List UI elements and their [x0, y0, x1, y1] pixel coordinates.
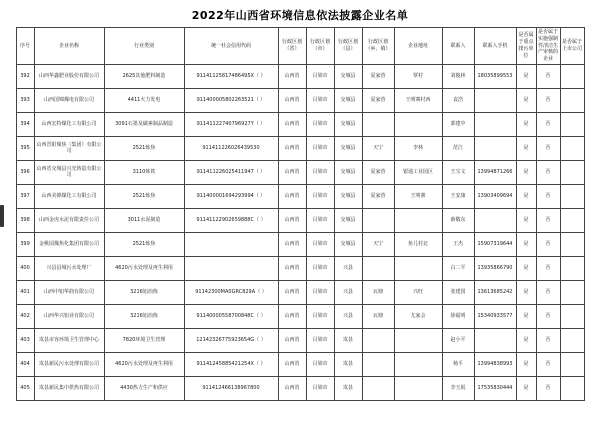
cell-industry: 3011水泥制造: [104, 208, 184, 232]
cell-name: 山西华鑫肥业股份有限公司: [34, 64, 104, 88]
cell-contact: 刘俊林: [442, 64, 474, 88]
cell-keypoll: 是: [516, 64, 536, 88]
cell-province: 山西省: [278, 352, 306, 376]
table-row: [16, 160, 584, 184]
cell-phone: 15340933577: [474, 304, 516, 328]
cell-county: 岚县: [334, 376, 362, 400]
cell-industry: 4411火力发电: [104, 88, 184, 112]
table-row: [16, 184, 584, 208]
cell-county: 交城县: [334, 64, 362, 88]
table-row: [16, 208, 584, 232]
cell-code: 91141125817486495X（ ）: [184, 64, 278, 88]
cell-code: 91140000558700848C（ ）: [184, 304, 278, 328]
cell-phone: [474, 136, 516, 160]
cell-code: 91141245885421254X（ ）: [184, 352, 278, 376]
table-row: [16, 232, 584, 256]
cell-county: 兴县: [334, 256, 362, 280]
cell-county: 交城县: [334, 208, 362, 232]
cell-code: 91141122902659888C（ ）: [184, 208, 278, 232]
cell-name: 兴县县城污水处理厂: [34, 256, 104, 280]
cell-province: 山西省: [278, 280, 306, 304]
cell-city: 吕梁市: [306, 352, 334, 376]
cell-town: [362, 376, 394, 400]
cell-code: 12142326775923654G（ ）: [184, 328, 278, 352]
cell-city: 吕梁市: [306, 88, 334, 112]
cell-town: 瓦塘: [362, 304, 394, 328]
cell-name: 山西宏特煤化工有限公司: [34, 112, 104, 136]
cell-town: 夏家营: [362, 160, 394, 184]
cell-town: [362, 208, 394, 232]
cell-county: 交城县: [334, 184, 362, 208]
cell-province: 山西省: [278, 208, 306, 232]
cell-cleaner: 否: [536, 88, 560, 112]
cell-no: 400: [16, 256, 34, 280]
cell-code: [184, 232, 278, 256]
cell-industry: 2625其他肥料制造: [104, 64, 184, 88]
cell-keypoll: 是: [516, 352, 536, 376]
cell-industry: 2521炼焦: [104, 232, 184, 256]
cell-keypoll: 是: [516, 376, 536, 400]
cell-listed: [560, 184, 584, 208]
cell-phone: 13935866790: [474, 256, 516, 280]
cell-name: 岚县市容环境卫生管理中心: [34, 328, 104, 352]
cell-province: 山西省: [278, 184, 306, 208]
cell-city: 吕梁市: [306, 64, 334, 88]
header-row: [16, 28, 584, 65]
cell-code: 911400001694293994（ ）: [184, 184, 278, 208]
cell-keypoll: 是: [516, 280, 536, 304]
cell-province: 山西省: [278, 376, 306, 400]
cell-cleaner: 否: [536, 352, 560, 376]
cell-city: 吕梁市: [306, 280, 334, 304]
cell-county: 交城县: [334, 88, 362, 112]
cell-cleaner: 否: [536, 256, 560, 280]
cell-listed: [560, 136, 584, 160]
cell-no: 396: [16, 160, 34, 184]
cell-phone: 13613685242: [474, 280, 516, 304]
cell-city: 吕梁市: [306, 304, 334, 328]
cell-listed: [560, 280, 584, 304]
cell-listed: [560, 64, 584, 88]
table-row: [16, 304, 584, 328]
cell-no: 404: [16, 352, 34, 376]
cell-city: 吕梁市: [306, 160, 334, 184]
cell-address: 鱼儿村北: [394, 232, 442, 256]
column-header-no: 序号: [16, 28, 34, 65]
cell-cleaner: 否: [536, 328, 560, 352]
cell-keypoll: 是: [516, 328, 536, 352]
cell-keypoll: 是: [516, 184, 536, 208]
cell-phone: [474, 328, 516, 352]
cell-address: [394, 376, 442, 400]
table-row: [16, 328, 584, 352]
cell-address: 王明寨村西: [394, 88, 442, 112]
cell-address: 尤家会: [394, 304, 442, 328]
cell-keypoll: 是: [516, 208, 536, 232]
cell-code: 911400005802263521（ ）: [184, 88, 278, 112]
cell-address: [394, 112, 442, 136]
cell-contact: 袁浩: [442, 88, 474, 112]
cell-address: 李林: [394, 136, 442, 160]
cell-address: 兴旺: [394, 280, 442, 304]
cell-contact: 杨平: [442, 352, 474, 376]
cell-address: [394, 256, 442, 280]
cell-name: 山西省交城县兴光铸造有限公司: [34, 160, 104, 184]
cell-province: 山西省: [278, 256, 306, 280]
cell-keypoll: 是: [516, 160, 536, 184]
page-title: 2022年山西省环境信息依法披露企业名单: [191, 9, 409, 22]
cell-listed: [560, 88, 584, 112]
cell-phone: [474, 88, 516, 112]
cell-address: 王明寨: [394, 184, 442, 208]
table-row: [16, 256, 584, 280]
cell-address: 银通工业园区: [394, 160, 442, 184]
table-row: [16, 136, 584, 160]
cell-cleaner: 否: [536, 136, 560, 160]
cell-cleaner: 否: [536, 208, 560, 232]
cell-name: 山西美锦煤化工有限公司: [34, 184, 104, 208]
cell-county: 岚县: [334, 352, 362, 376]
cell-code: [184, 256, 278, 280]
scan-artifact: [0, 205, 4, 227]
cell-phone: [474, 208, 516, 232]
column-header-cleaner: 是否属于实施强制性清洁生产审核的企业: [536, 28, 560, 65]
cell-no: 394: [16, 112, 34, 136]
cell-town: [362, 256, 394, 280]
column-header-code: 统一社会信用代码: [184, 28, 278, 65]
cell-address: 覃村: [394, 64, 442, 88]
cell-listed: [560, 352, 584, 376]
cell-town: [362, 352, 394, 376]
cell-address: [394, 208, 442, 232]
table-row: [16, 88, 584, 112]
cell-county: 交城县: [334, 136, 362, 160]
cell-name: 山西金虎水泥有限责任公司: [34, 208, 104, 232]
column-header-county: 行政区划（县）: [334, 28, 362, 65]
cell-keypoll: 是: [516, 88, 536, 112]
cell-city: 吕梁市: [306, 376, 334, 400]
cell-name: 山西华兴铝业有限公司: [34, 304, 104, 328]
cell-phone: 15907319644: [474, 232, 516, 256]
cell-city: 吕梁市: [306, 232, 334, 256]
cell-keypoll: 是: [516, 256, 536, 280]
cell-contact: 王安康: [442, 184, 474, 208]
cell-listed: [560, 112, 584, 136]
cell-listed: [560, 232, 584, 256]
cell-province: 山西省: [278, 136, 306, 160]
cell-town: 夏家营: [362, 88, 394, 112]
cell-phone: [474, 112, 516, 136]
cell-no: 395: [16, 136, 34, 160]
cell-city: 吕梁市: [306, 112, 334, 136]
table-body: [16, 64, 584, 400]
cell-industry: 2521炼焦: [104, 184, 184, 208]
cell-no: 397: [16, 184, 34, 208]
cell-city: 吕梁市: [306, 328, 334, 352]
cell-province: 山西省: [278, 88, 306, 112]
cell-county: 兴县: [334, 280, 362, 304]
cell-no: 402: [16, 304, 34, 328]
cell-county: 交城县: [334, 160, 362, 184]
cell-town: 天宁: [362, 136, 394, 160]
cell-contact: 白二平: [442, 256, 474, 280]
column-header-listed: 是否属于上市公司: [560, 28, 584, 65]
cell-no: 399: [16, 232, 34, 256]
cell-no: 393: [16, 88, 34, 112]
cell-listed: [560, 160, 584, 184]
cell-phone: 18035899553: [474, 64, 516, 88]
cell-address: [394, 352, 442, 376]
cell-province: 山西省: [278, 64, 306, 88]
cell-cleaner: 否: [536, 64, 560, 88]
cell-town: [362, 112, 394, 136]
cell-name: 金桃园煤焦化集团有限公司: [34, 232, 104, 256]
column-header-province: 行政区划（省）: [278, 28, 306, 65]
cell-keypoll: 是: [516, 112, 536, 136]
cell-industry: 3110炼铁: [104, 160, 184, 184]
cell-industry: 3216铝冶炼: [104, 304, 184, 328]
table-row: [16, 352, 584, 376]
cell-province: 山西省: [278, 304, 306, 328]
column-header-keypoll: 是否属于重点排污单位: [516, 28, 536, 65]
cell-keypoll: 是: [516, 136, 536, 160]
table-head: [16, 28, 584, 65]
column-header-industry: 行业类别: [104, 28, 184, 65]
cell-no: 405: [16, 376, 34, 400]
cell-no: 398: [16, 208, 34, 232]
cell-cleaner: 否: [536, 280, 560, 304]
cell-town: [362, 328, 394, 352]
cell-city: 吕梁市: [306, 136, 334, 160]
cell-no: 401: [16, 280, 34, 304]
cell-city: 吕梁市: [306, 256, 334, 280]
cell-province: 山西省: [278, 160, 306, 184]
cell-town: 天宁: [362, 232, 394, 256]
column-header-contact: 联系人: [442, 28, 474, 65]
cell-cleaner: 否: [536, 184, 560, 208]
cell-town: 夏家营: [362, 184, 394, 208]
cell-contact: 王杰: [442, 232, 474, 256]
table-row: [16, 112, 584, 136]
cell-code: 91142300MA0GRC829A（ ）: [184, 280, 278, 304]
cell-name: 岚县新民污水处理有限公司: [34, 352, 104, 376]
cell-contact: 张建国: [442, 280, 474, 304]
cell-phone: 17535830444: [474, 376, 516, 400]
cell-keypoll: 是: [516, 304, 536, 328]
cell-town: 瓦塘: [362, 280, 394, 304]
column-header-phone: 联系人手机: [474, 28, 516, 65]
cell-code: 911412466138967800: [184, 376, 278, 400]
cell-city: 吕梁市: [306, 208, 334, 232]
table-row: [16, 64, 584, 88]
cell-listed: [560, 304, 584, 328]
cell-name: 山西中铝华润有限公司: [34, 280, 104, 304]
cell-industry: 4620污水处理及再生利用: [104, 256, 184, 280]
cell-province: 山西省: [278, 328, 306, 352]
cell-address: [394, 328, 442, 352]
cell-industry: 4430热力生产和供应: [104, 376, 184, 400]
cell-county: 兴县: [334, 304, 362, 328]
cell-cleaner: 否: [536, 160, 560, 184]
cell-contact: 薛敬东: [442, 208, 474, 232]
column-header-address: 企业地址: [394, 28, 442, 65]
cell-no: 403: [16, 328, 34, 352]
column-header-town: 行政区划（乡、镇）: [362, 28, 394, 65]
cell-phone: 13903409694: [474, 184, 516, 208]
cell-town: 夏家营: [362, 64, 394, 88]
cell-industry: 2521炼焦: [104, 136, 184, 160]
cell-contact: 李玉珉: [442, 376, 474, 400]
cell-code: 911411226026439530: [184, 136, 278, 160]
cell-contact: 郭建中: [442, 112, 474, 136]
cell-code: 91141122740796927Y（ ）: [184, 112, 278, 136]
cell-industry: 7820环境卫生管理: [104, 328, 184, 352]
cell-industry: 3216铝冶炼: [104, 280, 184, 304]
cell-province: 山西省: [278, 232, 306, 256]
cell-cleaner: 否: [536, 232, 560, 256]
cell-county: 交城县: [334, 112, 362, 136]
cell-listed: [560, 208, 584, 232]
cell-contact: 赵小平: [442, 328, 474, 352]
cell-contact: 王宝文: [442, 160, 474, 184]
cell-listed: [560, 256, 584, 280]
cell-county: 交城县: [334, 232, 362, 256]
cell-cleaner: 否: [536, 112, 560, 136]
column-header-name: 企业名称: [34, 28, 104, 65]
column-header-city: 行政区划（市）: [306, 28, 334, 65]
cell-name: 山西晋阳煤焦（集团）有限公司: [34, 136, 104, 160]
cell-cleaner: 否: [536, 376, 560, 400]
cell-keypoll: 是: [516, 232, 536, 256]
table-row: [16, 376, 584, 400]
cell-listed: [560, 376, 584, 400]
cell-county: 岚县: [334, 328, 362, 352]
cell-phone: 13994838993: [474, 352, 516, 376]
cell-contact: 范江: [442, 136, 474, 160]
cell-name: 山西国锦煤电有限公司: [34, 88, 104, 112]
cell-no: 392: [16, 64, 34, 88]
cell-industry: 4620污水处理及再生利用: [104, 352, 184, 376]
cell-cleaner: 否: [536, 304, 560, 328]
cell-industry: 3091石墨及碳素制品制造: [104, 112, 184, 136]
cell-phone: 13994871266: [474, 160, 516, 184]
cell-city: 吕梁市: [306, 184, 334, 208]
cell-province: 山西省: [278, 112, 306, 136]
cell-code: 911411226025411947（ ）: [184, 160, 278, 184]
table-row: [16, 280, 584, 304]
cell-name: 岚县新民集中供热有限公司: [34, 376, 104, 400]
cell-contact: 徐福明: [442, 304, 474, 328]
cell-listed: [560, 328, 584, 352]
disclosure-table: [16, 27, 585, 401]
